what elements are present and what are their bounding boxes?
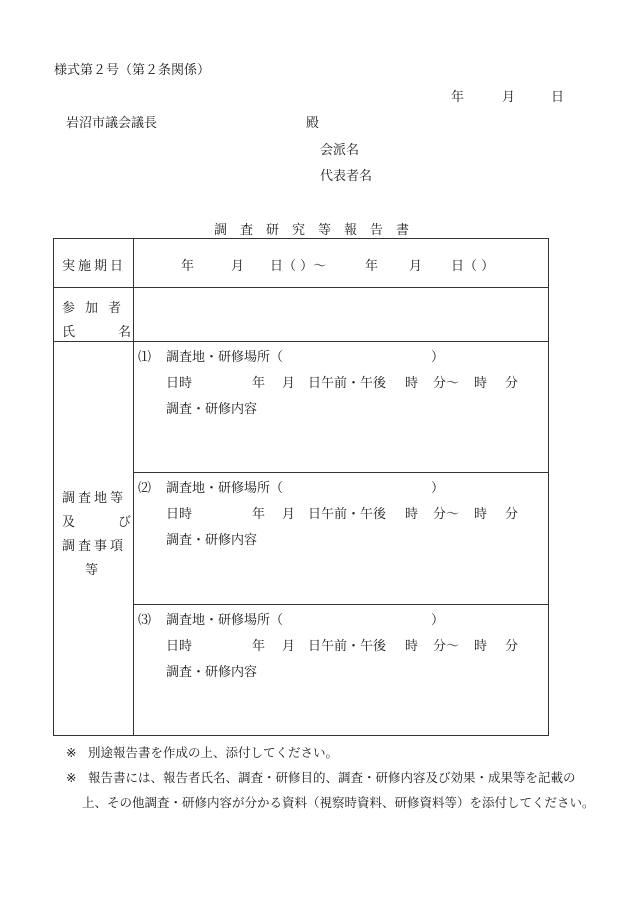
places-label-line2 <box>62 511 132 535</box>
places-label-line2-b: び <box>118 515 132 530</box>
addressee: 岩沼市議会議長 <box>66 116 158 131</box>
site-hour-to: 時 <box>474 507 488 522</box>
note-mark: ※ <box>66 770 77 785</box>
participants-label: 参加者 <box>62 301 132 316</box>
places-label-line2-a: 及 <box>62 515 76 530</box>
form-number: 様式第２号（第２条関係） <box>54 63 211 78</box>
site-datetime-label: 日時 <box>166 639 193 654</box>
site-hour: 時 <box>405 639 419 654</box>
site-month: 月 <box>282 507 296 522</box>
note-2-continuation: 上、その他調査・研修内容が分かる資料（視察時資料、研修資料等）を添付してください。 <box>82 795 595 810</box>
participants-name-label <box>62 321 132 340</box>
period-year2: 年 <box>365 259 379 274</box>
site-place-label: 調査地・研修場所（ <box>166 613 284 628</box>
site-year: 年 <box>252 507 266 522</box>
site-month: 月 <box>282 639 296 654</box>
party-name-label: 会派名 <box>320 143 360 158</box>
note-2 <box>66 765 595 790</box>
places-label-line3: 調査事項 <box>62 539 127 554</box>
participants-field[interactable] <box>134 288 548 341</box>
site-place-close: ） <box>431 350 445 365</box>
site-day-ampm: 日午前・午後 <box>308 639 387 654</box>
honorific: 殿 <box>306 116 320 131</box>
site-hour-to: 時 <box>474 376 488 391</box>
site-hour: 時 <box>405 507 419 522</box>
date-year-label: 年 <box>450 90 464 105</box>
site-day-ampm: 日午前・午後 <box>308 507 387 522</box>
site-number: ⑵ <box>138 481 152 496</box>
site-number: ⑶ <box>138 613 152 628</box>
places-label <box>62 487 132 583</box>
site-content-label: 調査・研修内容 <box>166 665 258 680</box>
date-month-label: 月 <box>501 90 515 105</box>
site-place-label: 調査地・研修場所（ <box>166 481 284 496</box>
site-year: 年 <box>252 639 266 654</box>
document-title: 調査研究等報告書 <box>213 223 422 238</box>
period-label: 実施期日 <box>62 259 127 274</box>
note-2-line1: 報告書には、報告者氏名、調査・研修目的、調査・研修内容及び効果・成果等を記載の <box>88 770 576 785</box>
site-datetime-label: 日時 <box>166 376 193 391</box>
site-day-ampm: 日午前・午後 <box>308 376 387 391</box>
places-label-line1: 調査地等 <box>62 491 127 506</box>
period-day1: 日（ ）～ <box>270 259 327 274</box>
site-content-label: 調査・研修内容 <box>166 533 258 548</box>
site-minute-to: 分 <box>505 376 519 391</box>
period-month2: 月 <box>409 259 423 274</box>
period-day2: 日（ ） <box>451 259 495 274</box>
period-month1: 月 <box>231 259 245 274</box>
site-minute-to: 分 <box>505 639 519 654</box>
site-entry-1[interactable] <box>133 342 548 472</box>
site-number: ⑴ <box>138 350 152 365</box>
period-year1: 年 <box>181 259 195 274</box>
note-mark: ※ <box>66 745 77 760</box>
date-day-label: 日 <box>550 90 564 105</box>
notes <box>66 740 595 815</box>
site-place-label: 調査地・研修場所（ <box>166 350 284 365</box>
site-content-label: 調査・研修内容 <box>166 402 258 417</box>
participants-name-label-b: 名 <box>118 325 132 340</box>
site-minute-from: 分～ <box>433 507 460 522</box>
submission-date <box>451 86 564 105</box>
site-entry-3[interactable] <box>133 605 548 735</box>
site-hour: 時 <box>405 376 419 391</box>
site-minute-from: 分～ <box>433 376 460 391</box>
representative-label: 代表者名 <box>320 169 373 184</box>
site-datetime-label: 日時 <box>166 507 193 522</box>
site-place-close: ） <box>431 613 445 628</box>
report-table <box>53 238 549 736</box>
site-month: 月 <box>282 376 296 391</box>
note-1 <box>66 740 595 765</box>
site-minute-from: 分～ <box>433 639 460 654</box>
places-label-line4: 等 <box>85 563 99 578</box>
site-year: 年 <box>252 376 266 391</box>
note-1-text: 別途報告書を作成の上、添付してください。 <box>88 745 339 760</box>
site-minute-to: 分 <box>505 507 519 522</box>
site-place-close: ） <box>431 481 445 496</box>
participants-name-label-a: 氏 <box>62 325 76 340</box>
site-entry-2[interactable] <box>133 473 548 603</box>
site-hour-to: 時 <box>474 639 488 654</box>
